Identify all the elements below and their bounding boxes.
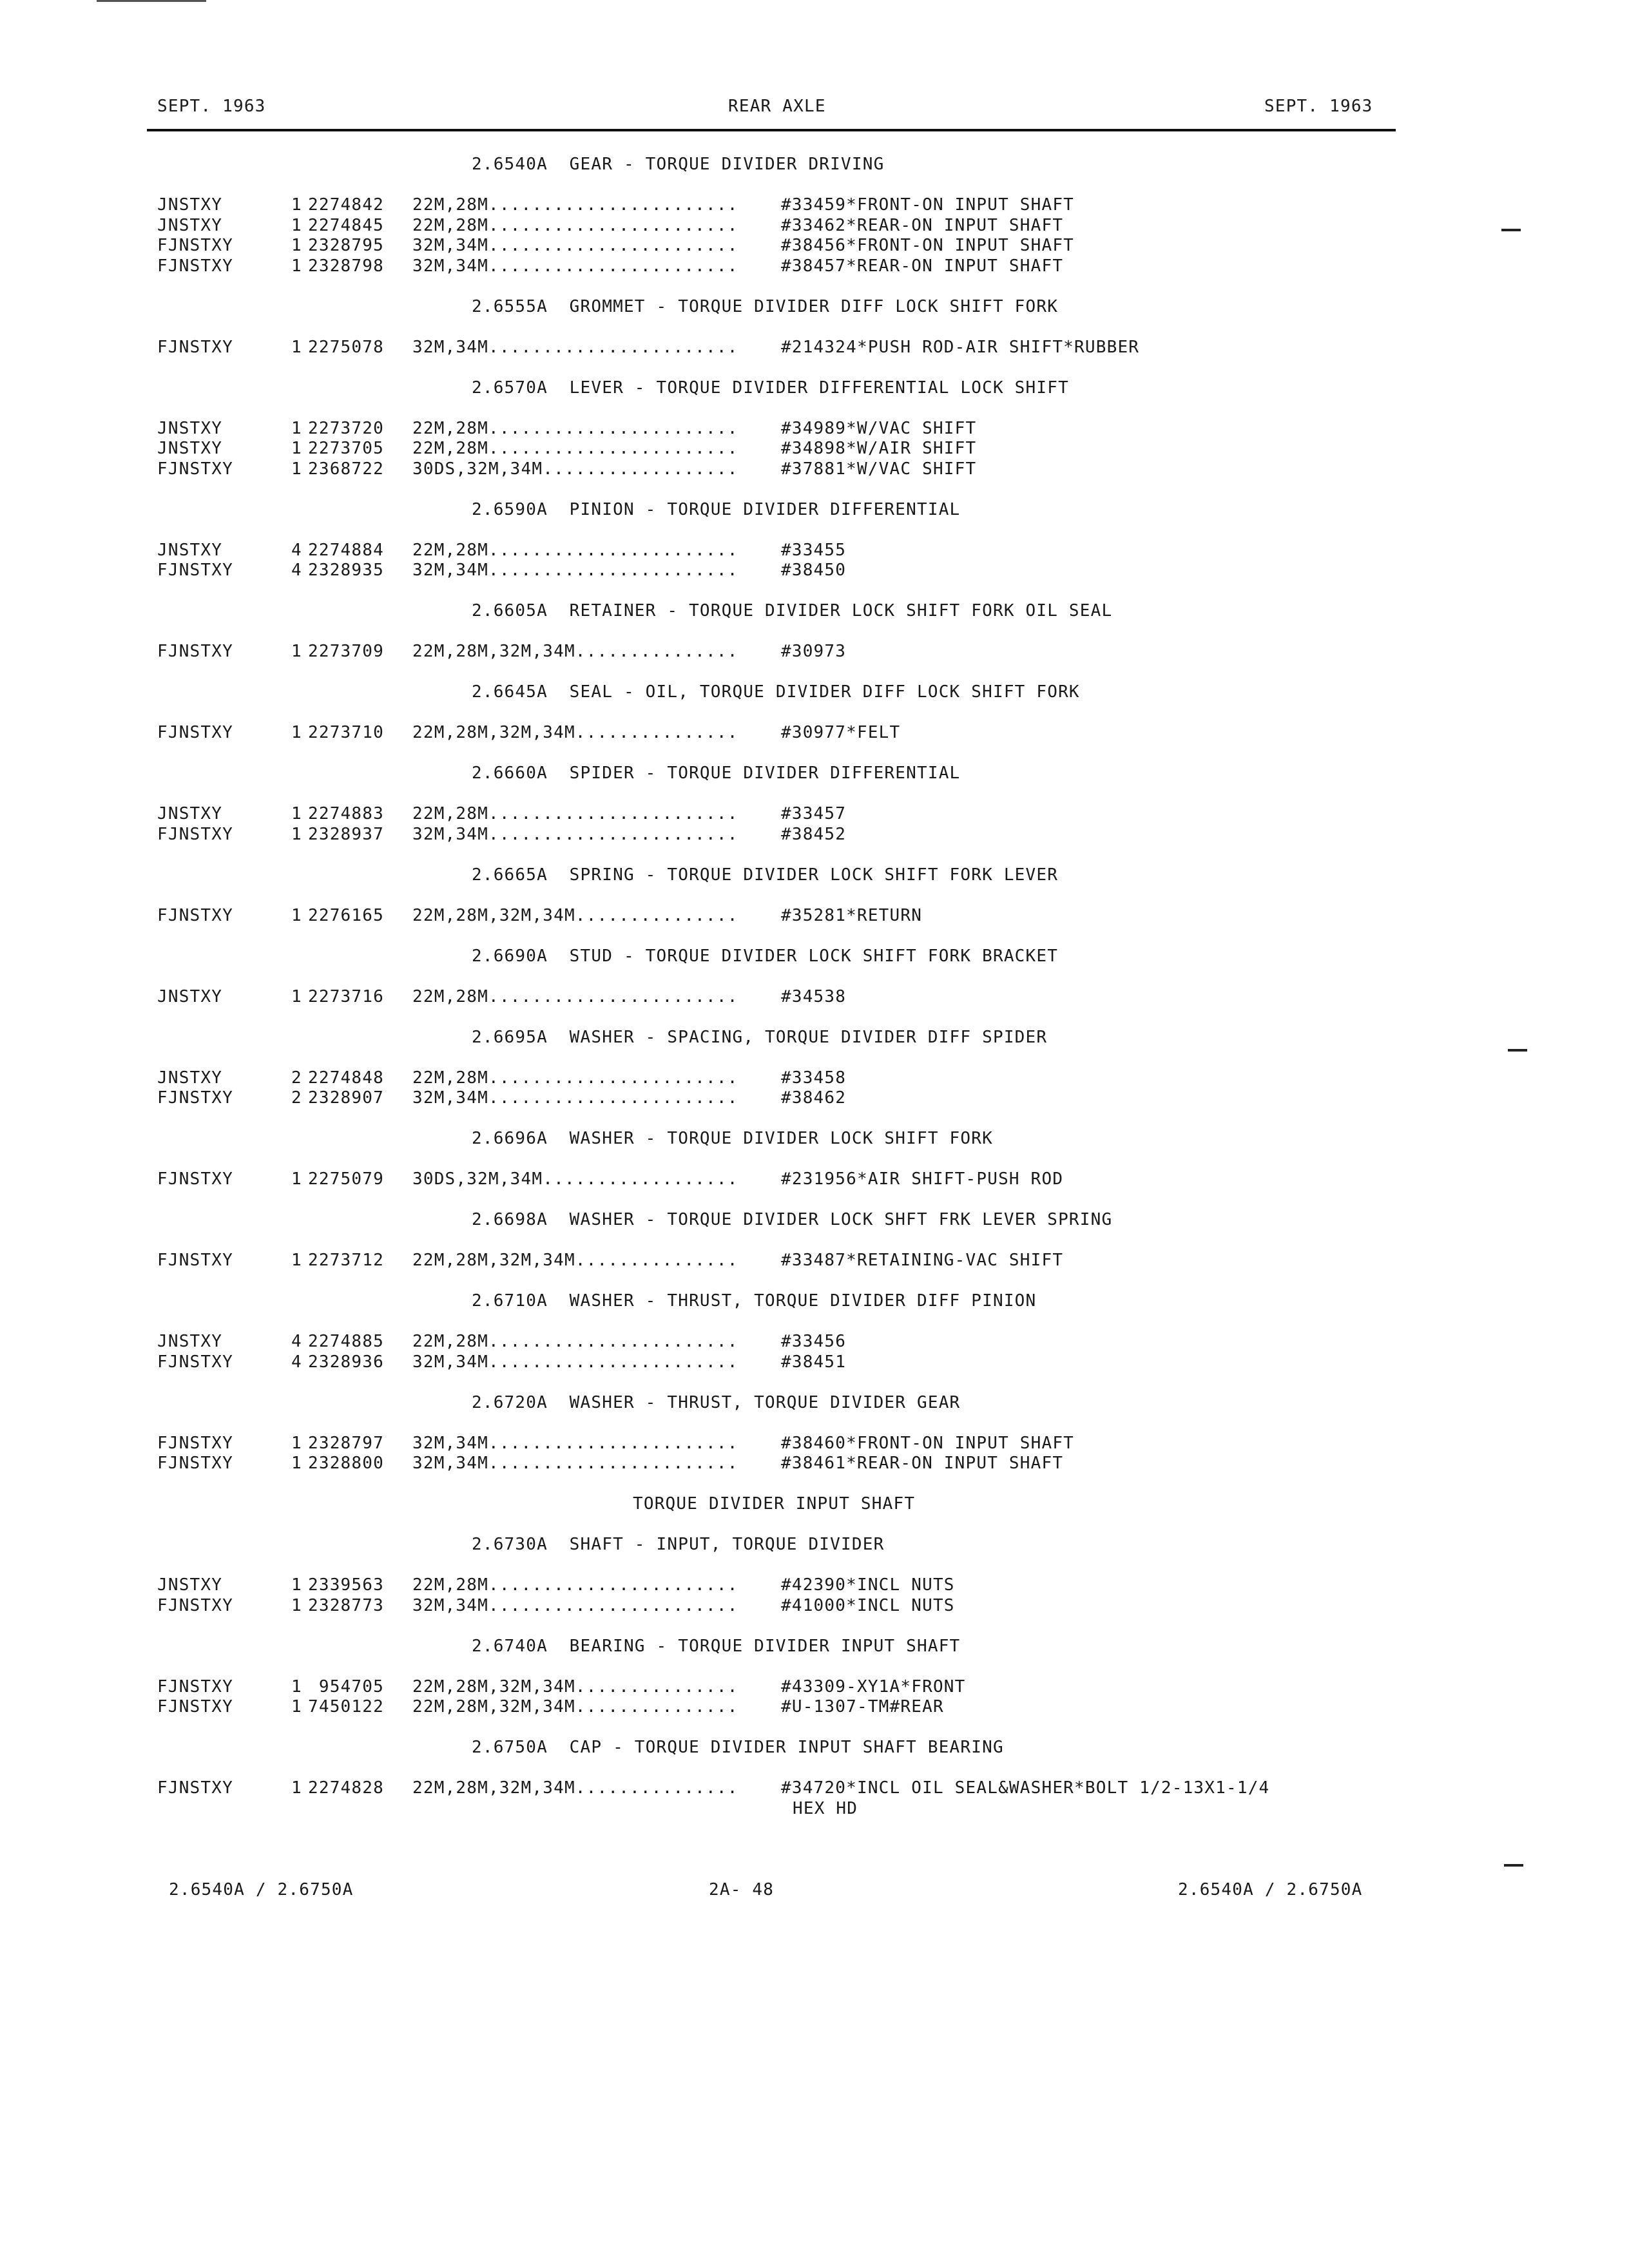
reference-note: #33462*REAR-ON INPUT SHAFT	[781, 215, 1064, 235]
quantity: 1	[291, 824, 302, 844]
quantity: 4	[291, 1332, 302, 1351]
part-number: 2273710	[308, 723, 384, 742]
part-number: 2339563	[308, 1575, 384, 1595]
part-number: 2328795	[308, 236, 384, 255]
parts-row	[0, 419, 1629, 439]
reference-note: #231956*AIR SHIFT-PUSH ROD	[781, 1169, 1064, 1189]
parts-row	[0, 1778, 1629, 1799]
parts-row	[0, 236, 1629, 256]
reference-note: #37881*W/VAC SHIFT	[781, 459, 977, 479]
section-title: 2.6665A SPRING - TORQUE DIVIDER LOCK SHIFT FORK LEVER	[472, 865, 1059, 885]
parts-row	[0, 1352, 1629, 1373]
section-title: 2.6740A BEARING - TORQUE DIVIDER INPUT SHAFT	[472, 1636, 961, 1656]
parts-row	[0, 1068, 1629, 1089]
reference-note: #41000*INCL NUTS	[781, 1595, 955, 1615]
quantity: 1	[291, 1595, 302, 1615]
quantity: 2	[291, 1068, 302, 1088]
parts-row	[0, 825, 1629, 845]
reference-note: #214324*PUSH ROD-AIR SHIFT*RUBBER	[781, 337, 1140, 357]
vehicle-code: JNSTXY	[157, 1332, 223, 1351]
reference-note: #38461*REAR-ON INPUT SHAFT	[781, 1454, 1064, 1473]
parts-row	[0, 1454, 1629, 1474]
part-number: 2328800	[308, 1454, 384, 1473]
vehicle-code: FJNSTXY	[157, 1433, 233, 1453]
quantity: 1	[291, 215, 302, 235]
parts-row	[0, 216, 1629, 236]
reference-note: #38456*FRONT-ON INPUT SHAFT	[781, 236, 1075, 255]
section-title: 2.6690A STUD - TORQUE DIVIDER LOCK SHIFT FORK BRACKET	[472, 946, 1059, 966]
reference-note: #33456	[781, 1332, 847, 1351]
part-number: 2273716	[308, 986, 384, 1006]
vehicle-code: FJNSTXY	[157, 723, 233, 742]
model-list: 22M,28M,32M,34M...............	[412, 1677, 738, 1696]
vehicle-code: FJNSTXY	[157, 459, 233, 479]
model-list: 22M,28M.......................	[412, 1575, 738, 1595]
vehicle-code: FJNSTXY	[157, 1088, 233, 1108]
page-footer	[0, 1880, 1629, 1906]
part-number: 2275078	[308, 337, 384, 357]
part-number: 2274883	[308, 804, 384, 823]
parts-row	[0, 1332, 1629, 1352]
reference-note: #38450	[781, 561, 847, 580]
parts-row	[0, 439, 1629, 459]
model-list: 32M,34M.......................	[412, 561, 738, 580]
part-number: 2273712	[308, 1251, 384, 1270]
quantity: 1	[291, 236, 302, 255]
section-title: 2.6590A PINION - TORQUE DIVIDER DIFFERENTIAL	[472, 499, 961, 519]
quantity: 1	[291, 642, 302, 661]
vehicle-code: FJNSTXY	[157, 905, 233, 925]
part-number: 2328937	[308, 824, 384, 844]
parts-row	[0, 541, 1629, 561]
quantity: 1	[291, 337, 302, 357]
model-list: 32M,34M.......................	[412, 236, 738, 255]
quantity: 1	[291, 1454, 302, 1473]
parts-row	[0, 1697, 1629, 1718]
reference-note: #33457	[781, 804, 847, 823]
model-list: 22M,28M.......................	[412, 540, 738, 560]
parts-row	[0, 723, 1629, 744]
vehicle-code: FJNSTXY	[157, 1677, 233, 1696]
vehicle-code: JNSTXY	[157, 439, 223, 458]
part-number: 2328773	[308, 1595, 384, 1615]
part-number: 2274845	[308, 215, 384, 235]
model-list: 32M,34M.......................	[412, 337, 738, 357]
header-title: REAR AXLE	[728, 97, 826, 116]
parts-row	[0, 987, 1629, 1008]
reference-note: #33458	[781, 1068, 847, 1088]
vehicle-code: FJNSTXY	[157, 1778, 233, 1798]
vehicle-code: FJNSTXY	[157, 337, 233, 357]
quantity: 1	[291, 905, 302, 925]
reference-note: #38451	[781, 1352, 847, 1372]
reference-note: #35281*RETURN	[781, 905, 923, 925]
vehicle-code: FJNSTXY	[157, 642, 233, 661]
parts-row	[0, 642, 1629, 662]
reference-note: #34720*INCL OIL SEAL&WASHER*BOLT 1/2-13X1-1/4	[781, 1778, 1270, 1798]
part-number: 2274885	[308, 1332, 384, 1351]
quantity: 1	[291, 723, 302, 742]
vehicle-code: FJNSTXY	[157, 1169, 233, 1189]
section-title: 2.6698A WASHER - TORQUE DIVIDER LOCK SHFT FRK LEVER SPRING	[472, 1210, 1113, 1229]
parts-row	[0, 561, 1629, 581]
model-list: 30DS,32M,34M..................	[412, 1169, 738, 1189]
model-list: 22M,28M,32M,34M...............	[412, 1251, 738, 1270]
reference-note: #33455	[781, 540, 847, 560]
parts-row	[0, 1434, 1629, 1454]
vehicle-code: JNSTXY	[157, 215, 223, 235]
part-number: 2276165	[308, 905, 384, 925]
model-list: 32M,34M.......................	[412, 256, 738, 276]
vehicle-code: JNSTXY	[157, 986, 223, 1006]
vehicle-code: FJNSTXY	[157, 1595, 233, 1615]
model-list: 32M,34M.......................	[412, 1454, 738, 1473]
parts-row	[0, 195, 1629, 216]
part-number: 2328907	[308, 1088, 384, 1108]
quantity: 1	[291, 256, 302, 276]
quantity: 4	[291, 540, 302, 560]
reference-note: #33487*RETAINING-VAC SHIFT	[781, 1251, 1064, 1270]
quantity: 1	[291, 459, 302, 479]
scan-mark	[97, 0, 206, 2]
vehicle-code: JNSTXY	[157, 195, 223, 215]
vehicle-code: FJNSTXY	[157, 1697, 233, 1716]
quantity: 1	[291, 1169, 302, 1189]
model-list: 30DS,32M,34M..................	[412, 459, 738, 479]
parts-row	[0, 1251, 1629, 1271]
reference-note: #38462	[781, 1088, 847, 1108]
vehicle-code: FJNSTXY	[157, 236, 233, 255]
model-list: 22M,28M.......................	[412, 195, 738, 215]
parts-row	[0, 256, 1629, 277]
section-title: 2.6730A SHAFT - INPUT, TORQUE DIVIDER	[472, 1535, 885, 1554]
part-number: 2273709	[308, 642, 384, 661]
reference-note: #34989*W/VAC SHIFT	[781, 418, 977, 438]
parts-row	[0, 1575, 1629, 1596]
quantity: 4	[291, 561, 302, 580]
quantity: 1	[291, 804, 302, 823]
part-number: 954705	[308, 1677, 384, 1696]
parts-row	[0, 1088, 1629, 1109]
quantity: 1	[291, 439, 302, 458]
quantity: 1	[291, 1677, 302, 1696]
quantity: 1	[291, 1697, 302, 1716]
header-date-right: SEPT. 1963	[1264, 97, 1373, 116]
footer-range-left: 2.6540A / 2.6750A	[169, 1880, 354, 1899]
quantity: 1	[291, 1778, 302, 1798]
section-title: 2.6750A CAP - TORQUE DIVIDER INPUT SHAFT BEARING	[472, 1738, 1004, 1757]
section-title: 2.6555A GROMMET - TORQUE DIVIDER DIFF LOCK SHIFT FORK	[472, 296, 1059, 316]
vehicle-code: FJNSTXY	[157, 1251, 233, 1270]
reference-note: #30977*FELT	[781, 723, 901, 742]
section-title: 2.6540A GEAR - TORQUE DIVIDER DRIVING	[472, 155, 885, 174]
part-number: 2328798	[308, 256, 384, 276]
quantity: 2	[291, 1088, 302, 1108]
section-title: 2.6720A WASHER - THRUST, TORQUE DIVIDER GEAR	[472, 1392, 961, 1412]
reference-note: #30973	[781, 642, 847, 661]
model-list: 22M,28M,32M,34M...............	[412, 1778, 738, 1798]
section-title: 2.6605A RETAINER - TORQUE DIVIDER LOCK SHIFT FORK OIL SEAL	[472, 601, 1113, 620]
model-list: 22M,28M,32M,34M...............	[412, 642, 738, 661]
reference-note: #38452	[781, 824, 847, 844]
part-number: 2368722	[308, 459, 384, 479]
section-title: TORQUE DIVIDER INPUT SHAFT	[633, 1494, 916, 1514]
model-list: 32M,34M.......................	[412, 1433, 738, 1453]
vehicle-code: FJNSTXY	[157, 1454, 233, 1473]
quantity: 1	[291, 1575, 302, 1595]
vehicle-code: JNSTXY	[157, 540, 223, 560]
reference-note: #U-1307-TM#REAR	[781, 1697, 944, 1716]
page-header	[0, 97, 1629, 122]
quantity: 1	[291, 195, 302, 215]
model-list: 32M,34M.......................	[412, 1352, 738, 1372]
part-number: 2328935	[308, 561, 384, 580]
model-list: 22M,28M.......................	[412, 986, 738, 1006]
part-number: 2274884	[308, 540, 384, 560]
reference-note-continuation: HEX HD	[793, 1798, 858, 1818]
section-title: 2.6660A SPIDER - TORQUE DIVIDER DIFFERENTIAL	[472, 764, 961, 783]
model-list: 32M,34M.......................	[412, 824, 738, 844]
header-rule	[147, 129, 1396, 131]
vehicle-code: FJNSTXY	[157, 256, 233, 276]
quantity: 1	[291, 1433, 302, 1453]
part-number: 2328936	[308, 1352, 384, 1372]
part-number: 2275079	[308, 1169, 384, 1189]
section-title: 2.6570A LEVER - TORQUE DIVIDER DIFFERENTIAL LOCK SHIFT	[472, 378, 1069, 398]
footer-range-right: 2.6540A / 2.6750A	[1178, 1880, 1363, 1899]
model-list: 22M,28M,32M,34M...............	[412, 905, 738, 925]
reference-note: #34538	[781, 986, 847, 1006]
vehicle-code: JNSTXY	[157, 1575, 223, 1595]
part-number: 2328797	[308, 1433, 384, 1453]
header-date-left: SEPT. 1963	[157, 97, 266, 116]
model-list: 22M,28M.......................	[412, 1068, 738, 1088]
vehicle-code: FJNSTXY	[157, 561, 233, 580]
reference-note: #42390*INCL NUTS	[781, 1575, 955, 1595]
model-list: 32M,34M.......................	[412, 1595, 738, 1615]
quantity: 1	[291, 986, 302, 1006]
model-list: 22M,28M.......................	[412, 215, 738, 235]
part-number: 7450122	[308, 1697, 384, 1716]
parts-row	[0, 906, 1629, 927]
vehicle-code: FJNSTXY	[157, 1352, 233, 1372]
margin-mark	[1504, 1864, 1523, 1867]
model-list: 22M,28M.......................	[412, 1332, 738, 1351]
model-list: 22M,28M,32M,34M...............	[412, 723, 738, 742]
margin-mark	[1508, 1049, 1527, 1052]
parts-row	[0, 338, 1629, 358]
footer-page-number: 2A- 48	[709, 1880, 775, 1899]
part-number: 2274828	[308, 1778, 384, 1798]
part-number: 2274848	[308, 1068, 384, 1088]
parts-row	[0, 1677, 1629, 1698]
part-number: 2273720	[308, 418, 384, 438]
section-title: 2.6645A SEAL - OIL, TORQUE DIVIDER DIFF LOCK SHIFT FORK	[472, 682, 1080, 702]
quantity: 1	[291, 418, 302, 438]
vehicle-code: JNSTXY	[157, 418, 223, 438]
parts-row	[0, 1169, 1629, 1190]
reference-note: #33459*FRONT-ON INPUT SHAFT	[781, 195, 1075, 215]
section-title: 2.6710A WASHER - THRUST, TORQUE DIVIDER DIFF PINION	[472, 1291, 1037, 1311]
model-list: 22M,28M,32M,34M...............	[412, 1697, 738, 1716]
reference-note: #43309-XY1A*FRONT	[781, 1677, 966, 1696]
vehicle-code: JNSTXY	[157, 1068, 223, 1088]
quantity: 4	[291, 1352, 302, 1372]
parts-row	[0, 459, 1629, 480]
parts-row	[0, 804, 1629, 825]
model-list: 22M,28M.......................	[412, 439, 738, 458]
section-title: 2.6695A WASHER - SPACING, TORQUE DIVIDER DIFF SPIDER	[472, 1027, 1048, 1047]
reference-note: #38457*REAR-ON INPUT SHAFT	[781, 256, 1064, 276]
section-title: 2.6696A WASHER - TORQUE DIVIDER LOCK SHIFT FORK	[472, 1129, 993, 1148]
vehicle-code: JNSTXY	[157, 804, 223, 823]
parts-row	[0, 1596, 1629, 1617]
reference-note: #34898*W/AIR SHIFT	[781, 439, 977, 458]
part-number: 2274842	[308, 195, 384, 215]
quantity: 1	[291, 1251, 302, 1270]
vehicle-code: FJNSTXY	[157, 824, 233, 844]
model-list: 22M,28M.......................	[412, 418, 738, 438]
reference-note: #38460*FRONT-ON INPUT SHAFT	[781, 1433, 1075, 1453]
margin-mark	[1501, 229, 1521, 231]
part-number: 2273705	[308, 439, 384, 458]
model-list: 22M,28M.......................	[412, 804, 738, 823]
model-list: 32M,34M.......................	[412, 1088, 738, 1108]
